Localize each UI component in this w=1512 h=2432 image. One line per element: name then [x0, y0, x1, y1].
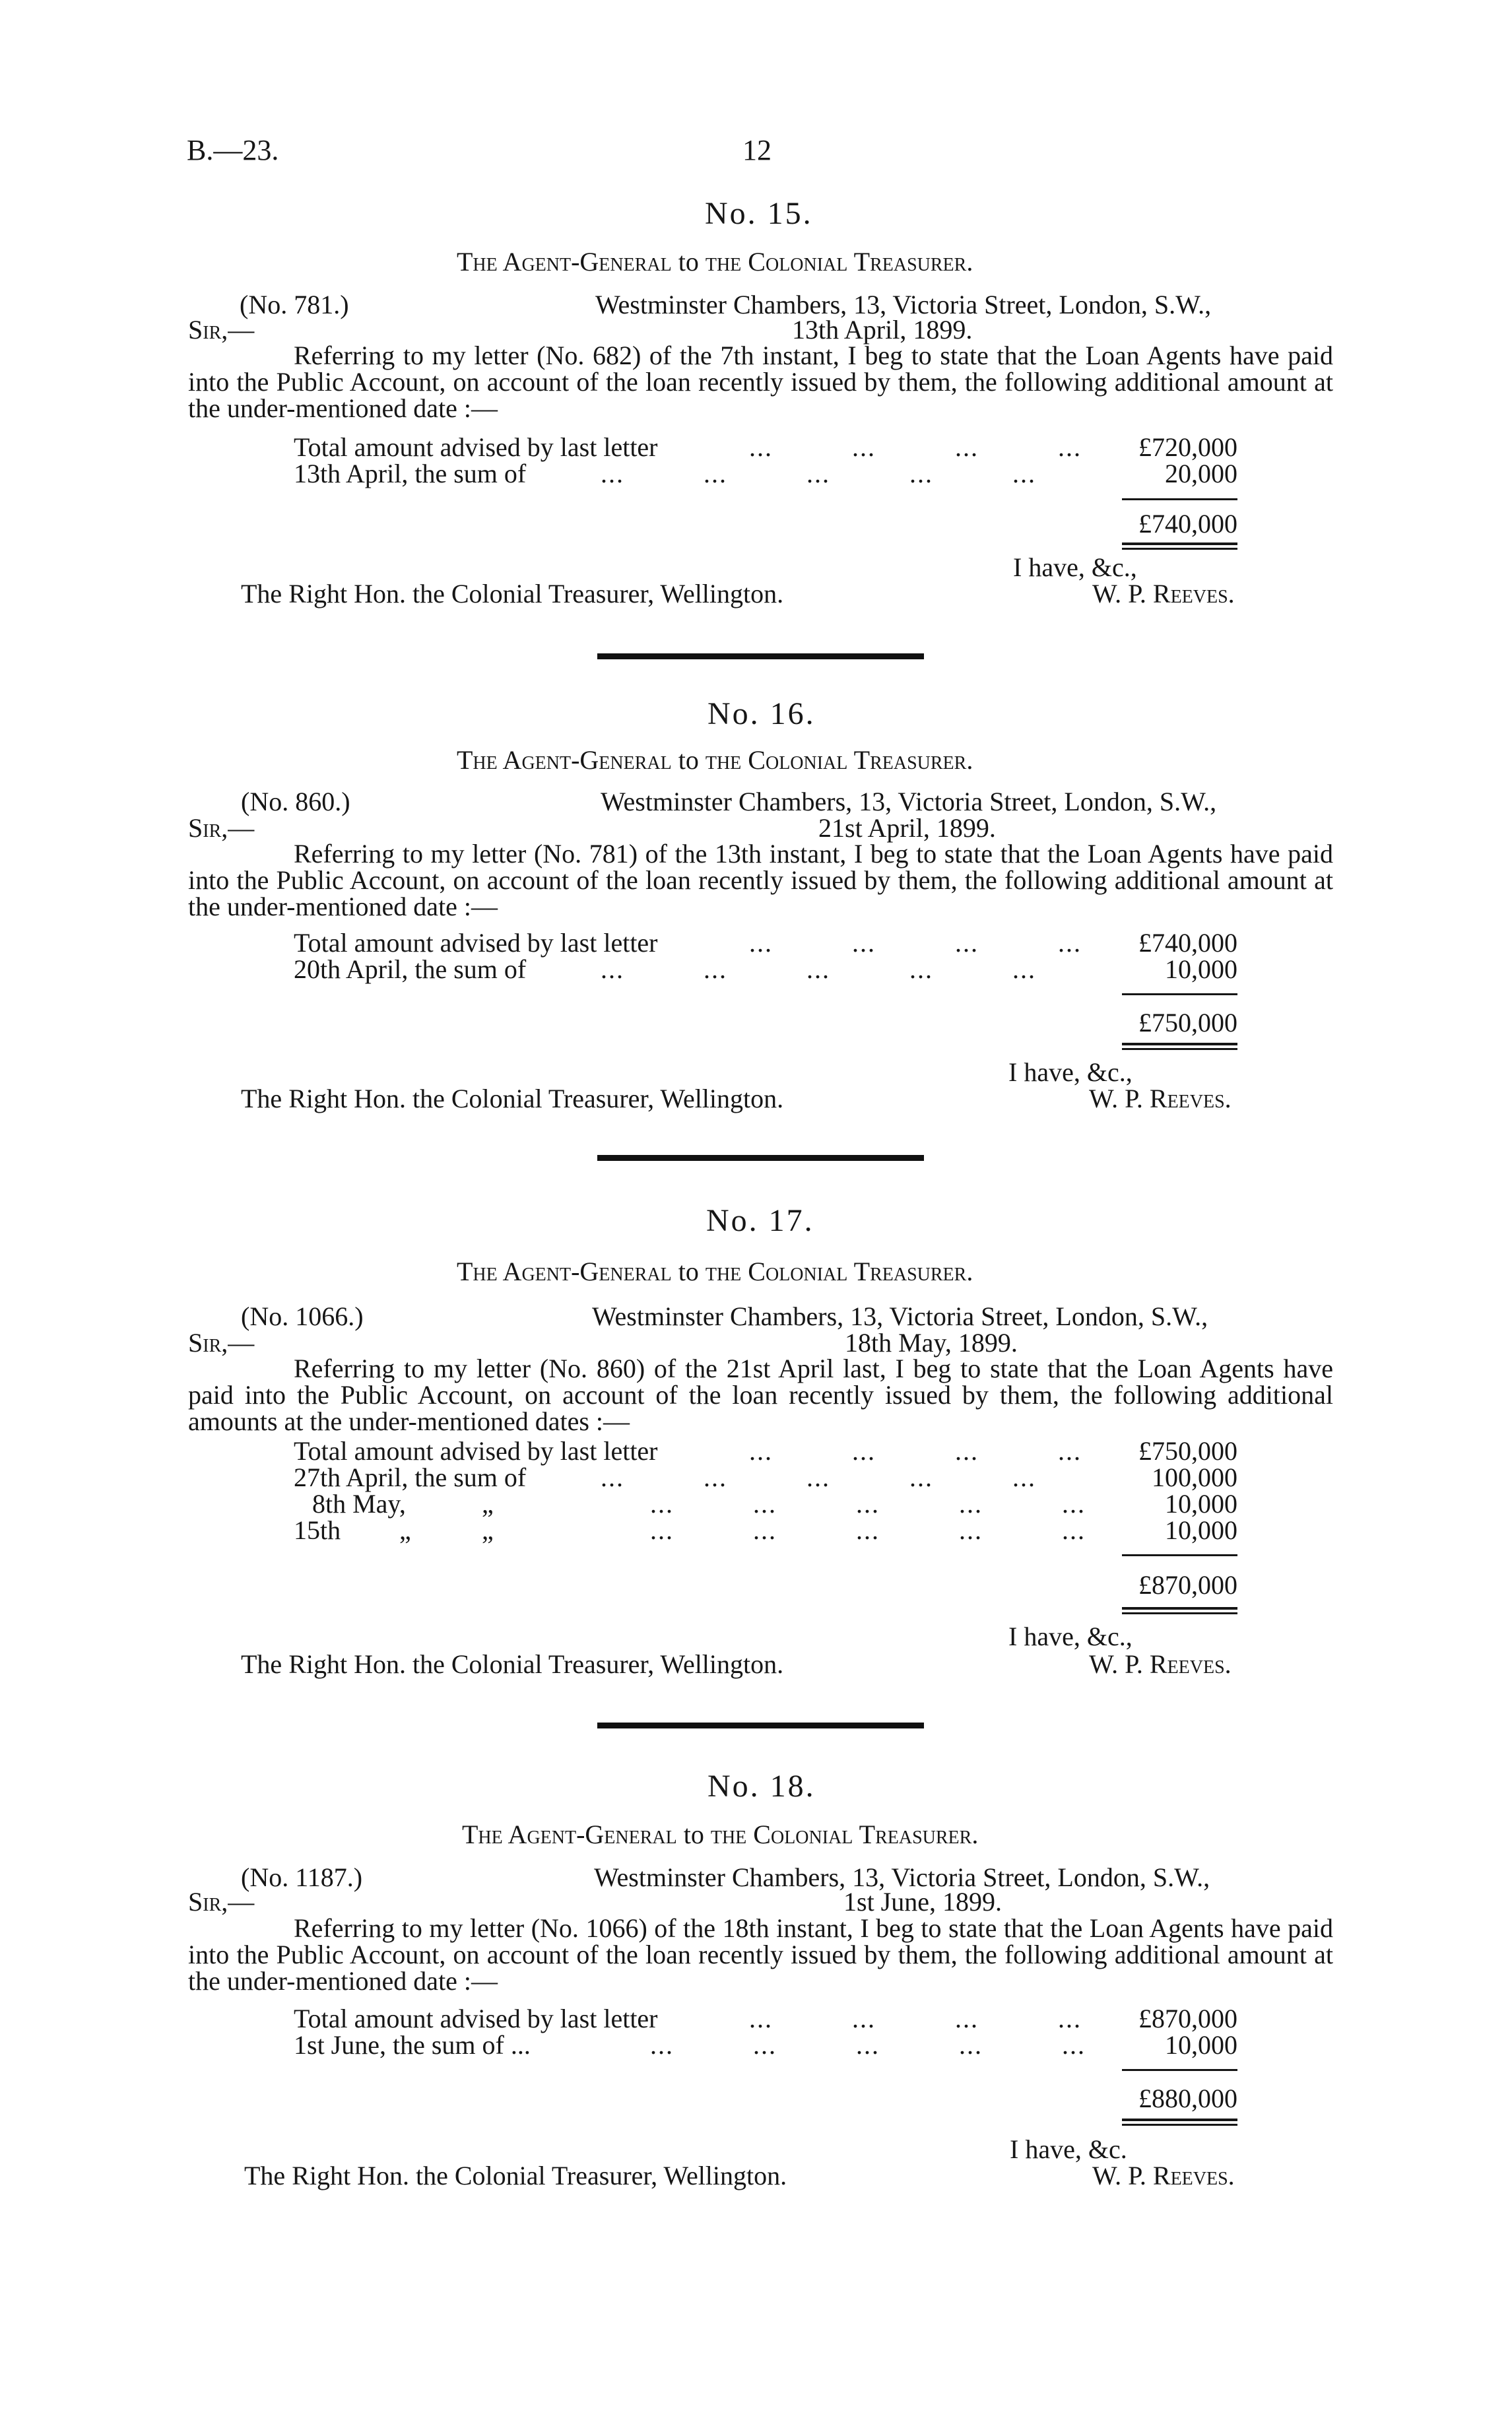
salutation: Sir,—	[188, 1328, 255, 1358]
letter-total: £880,000	[1138, 2084, 1237, 2113]
heading-from: The Agent-General	[457, 247, 672, 277]
section-separator	[597, 653, 924, 659]
total-double-rule	[1122, 1607, 1237, 1610]
letter-number: No. 15.	[705, 196, 813, 231]
amount-row: 20th April, the sum of ... ... ... ... ... 10,000	[294, 954, 1237, 984]
addressee: The Right Hon. the Colonial Treasurer, Wellington.	[241, 1649, 784, 1679]
letter-heading: The Agent-General to the Colonial Treasurer.	[457, 247, 973, 277]
letter-address: Westminster Chambers, 13, Victoria Street, London, S.W.,	[601, 787, 1217, 816]
letter-address: Westminster Chambers, 13, Victoria Street, London, S.W.,	[594, 1862, 1210, 1892]
amount-row: 15th „ „ ... ... ... ... ... 10,000	[294, 1515, 1237, 1545]
heading-from: The Agent-General	[457, 1257, 672, 1286]
letter-heading: The Agent-General to the Colonial Treasurer.	[462, 1820, 979, 1849]
letter-ref: (No. 1187.)	[241, 1862, 363, 1892]
total-double-rule	[1122, 2124, 1237, 2126]
closing: I have, &c.,	[1008, 1622, 1133, 1651]
letter-date: 13th April, 1899.	[792, 315, 973, 345]
letter-total: £750,000	[1138, 1008, 1237, 1037]
letter-total: £870,000	[1138, 1570, 1237, 1600]
addressee: The Right Hon. the Colonial Treasurer, Wellington.	[241, 1084, 784, 1113]
subtotal-rule	[1122, 1554, 1237, 1556]
letter-body: Referring to my letter (No. 781) of the 13th instant, I beg to state that the Loan Agents have paid into the Public Account, on account of the loan recently issued by them, the following additional amount at the under-mentioned date :—	[188, 839, 1333, 921]
salutation: Sir,—	[188, 813, 255, 843]
signature: W. P. Reeves.	[1089, 1649, 1232, 1679]
series-code: B.—23.	[187, 134, 279, 166]
subtotal-rule	[1122, 993, 1237, 995]
amount-row: Total amount advised by last letter ... ... ... ... £750,000	[294, 1436, 1237, 1466]
heading-to: the Colonial Treasurer.	[705, 1257, 973, 1286]
letter-heading: The Agent-General to the Colonial Treasurer.	[457, 745, 973, 775]
subtotal-rule	[1122, 2069, 1237, 2071]
amount-row: Total amount advised by last letter ... ... ... ... £720,000	[294, 432, 1237, 462]
letter-date: 18th May, 1899.	[845, 1328, 1018, 1358]
closing: I have, &c.,	[1013, 552, 1137, 582]
heading-to: the Colonial Treasurer.	[710, 1820, 979, 1849]
letter-date: 1st June, 1899.	[843, 1887, 1002, 1917]
signature: W. P. Reeves.	[1092, 579, 1235, 608]
amount-row: Total amount advised by last letter ... ... ... ... £870,000	[294, 2004, 1237, 2033]
signature: W. P. Reeves.	[1089, 1084, 1232, 1113]
total-double-rule	[1122, 1043, 1237, 1045]
closing: I have, &c.	[1010, 2134, 1127, 2164]
amount-row: 8th May, „ ... ... ... ... ... 10,000	[312, 1489, 1237, 1519]
salutation: Sir,—	[188, 1887, 255, 1917]
amount-row: Total amount advised by last letter ... ... ... ... £740,000	[294, 928, 1237, 958]
heading-from: The Agent-General	[462, 1820, 677, 1849]
amount-row: 1st June, the sum of ... ... ... ... ... ... 10,000	[294, 2030, 1237, 2060]
addressee: The Right Hon. the Colonial Treasurer, Wellington.	[244, 2161, 787, 2190]
letter-address: Westminster Chambers, 13, Victoria Street, London, S.W.,	[595, 290, 1212, 319]
letter-date: 21st April, 1899.	[818, 813, 996, 843]
total-double-rule	[1122, 548, 1237, 550]
letter-body: Referring to my letter (No. 1066) of the 18th instant, I beg to state that the Loan Agents have paid into the Public Account, on account of the loan recently issued by them, the following additional amount at the under-mentioned date :—	[188, 1913, 1333, 1996]
heading-from: The Agent-General	[457, 745, 672, 775]
section-separator	[597, 1155, 924, 1161]
letter-ref: (No. 781.)	[240, 290, 349, 319]
signature: W. P. Reeves.	[1092, 2161, 1235, 2190]
letter-total: £740,000	[1138, 509, 1237, 539]
amount-row: 13th April, the sum of ... ... ... ... ... 20,000	[294, 459, 1237, 488]
heading-to: the Colonial Treasurer.	[705, 745, 973, 775]
letter-number: No. 16.	[707, 696, 816, 731]
letter-number: No. 17.	[706, 1203, 814, 1238]
letter-number: No. 18.	[707, 1769, 816, 1804]
total-double-rule	[1122, 542, 1237, 545]
closing: I have, &c.,	[1008, 1057, 1133, 1087]
heading-to: the Colonial Treasurer.	[705, 247, 973, 277]
letter-address: Westminster Chambers, 13, Victoria Street, London, S.W.,	[592, 1301, 1208, 1331]
letter-body: Referring to my letter (No. 682) of the 7th instant, I beg to state that the Loan Agents have paid into the Public Account, on account of the loan recently issued by them, the following additional amount at the under-mentioned date :—	[188, 341, 1333, 423]
total-double-rule	[1122, 1612, 1237, 1614]
letter-ref: (No. 860.)	[241, 787, 350, 816]
salutation: Sir,—	[188, 315, 255, 345]
subtotal-rule	[1122, 498, 1237, 500]
section-separator	[597, 1723, 924, 1728]
total-double-rule	[1122, 1048, 1237, 1050]
amount-row: 27th April, the sum of ... ... ... ... ... 100,000	[294, 1462, 1237, 1492]
addressee: The Right Hon. the Colonial Treasurer, Wellington.	[241, 579, 784, 608]
total-double-rule	[1122, 2119, 1237, 2121]
page-number: 12	[742, 134, 772, 166]
letter-body: Referring to my letter (No. 860) of the 21st April last, I beg to state that the Loan Agents have paid into the Public Account, on account of the loan recently issued by them, the following additional amounts at the under-mentioned dates :—	[188, 1354, 1333, 1436]
letter-ref: (No. 1066.)	[241, 1301, 364, 1331]
letter-heading: The Agent-General to the Colonial Treasurer.	[457, 1257, 973, 1286]
